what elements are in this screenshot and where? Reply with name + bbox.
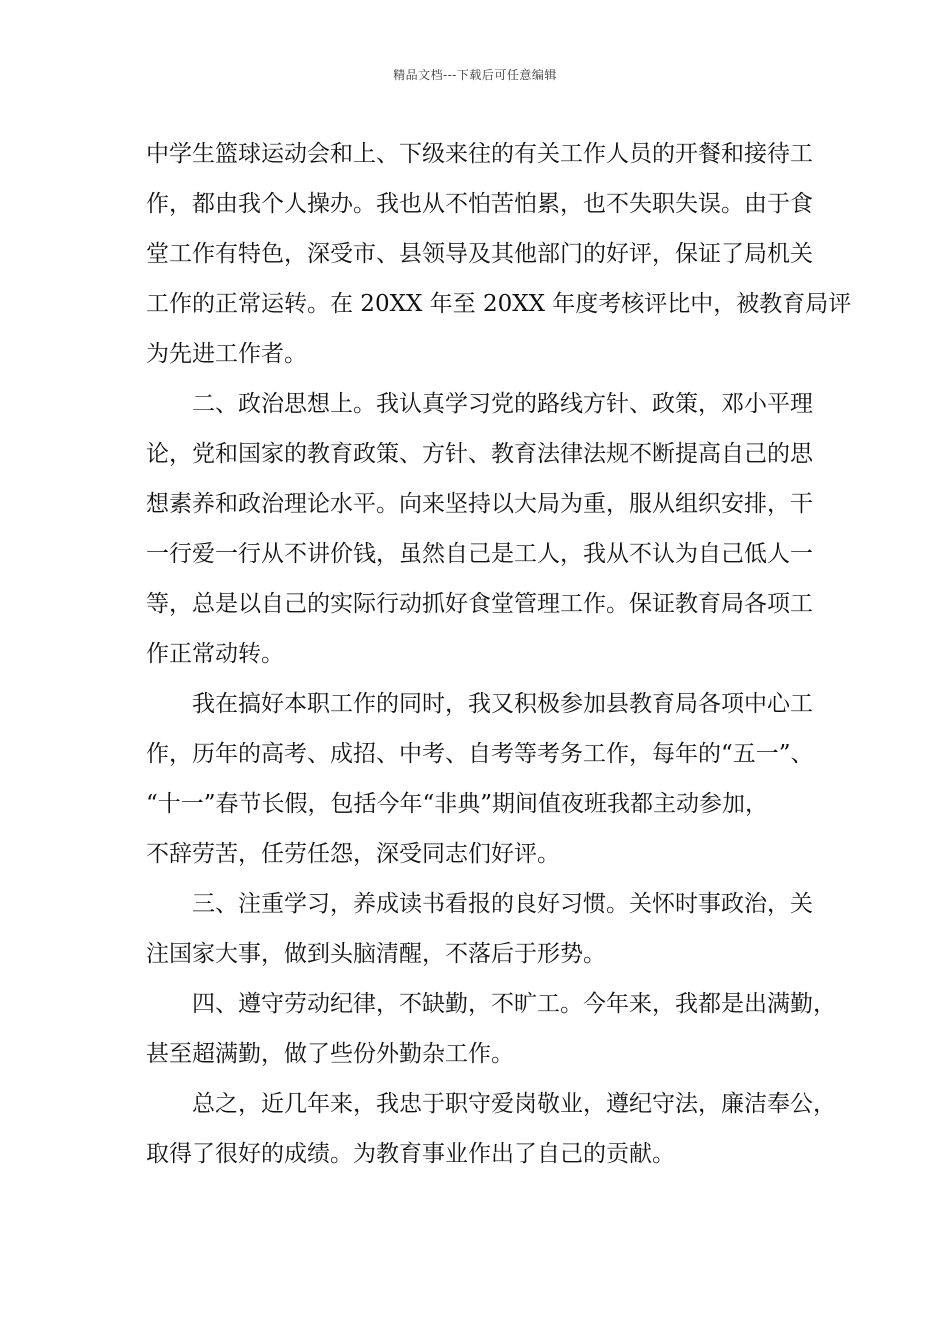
text-line: 一行爱一行从不讲价钱，虽然自己是工人，我从不认为自己低人一 xyxy=(146,541,813,567)
text-line: 注国家大事，做到头脑清醒，不落后于形势。 xyxy=(146,941,606,967)
text-line: 堂工作有特色，深受市、县领导及其他部门的好评，保证了局机关 xyxy=(146,241,813,267)
text-line: 等，总是以自己的实际行动抓好食堂管理工作。保证教育局各项工 xyxy=(146,591,813,617)
text-line: 作，历年的高考、成招、中考、自考等考务工作，每年的“五一”、 xyxy=(146,741,814,767)
text-line: 想素养和政治理论水平。向来坚持以大局为重，服从组织安排，干 xyxy=(146,491,813,517)
document-body xyxy=(146,129,852,1179)
text-line: 作，都由我个人操办。我也从不怕苦怕累，也不失职失误。由于食 xyxy=(146,191,813,217)
paragraph-start-line: 二、政治思想上。我认真学习党的路线方针、政策，邓小平理 xyxy=(192,391,813,417)
text-line: 工作的正常运转。在 20XX 年至 20XX 年度考核评比中，被教育局评 xyxy=(146,291,852,317)
text-line: 甚至超满勤，做了些份外勤杂工作。 xyxy=(146,1041,514,1067)
text-line: 不辞劳苦，任劳任怨，深受同志们好评。 xyxy=(146,841,560,867)
paragraph-start-line: 四、遵守劳动纪律，不缺勤，不旷工。今年来，我都是出满勤， xyxy=(192,991,836,1017)
text-line: “十一”春节长假，包括今年“非典”期间值夜班我都主动参加， xyxy=(146,791,769,817)
text-line: 中学生篮球运动会和上、下级来往的有关工作人员的开餐和接待工 xyxy=(146,141,813,167)
paragraph-start-line: 三、注重学习，养成读书看报的良好习惯。关怀时事政治，关 xyxy=(192,891,813,917)
text-line: 作正常动转。 xyxy=(146,641,284,667)
paragraph-start-line: 总之，近几年来，我忠于职守爱岗敬业，遵纪守法，廉洁奉公， xyxy=(192,1091,836,1117)
text-line: 取得了很好的成绩。为教育事业作出了自己的贡献。 xyxy=(146,1141,675,1167)
text-line: 论，党和国家的教育政策、方针、教育法律法规不断提高自己的思 xyxy=(146,441,813,467)
page-header: 精品文档---下载后可任意编辑 xyxy=(393,68,557,82)
text-line: 为先进工作者。 xyxy=(146,341,307,367)
paragraph-start-line: 我在搞好本职工作的同时，我又积极参加县教育局各项中心工 xyxy=(192,691,813,717)
